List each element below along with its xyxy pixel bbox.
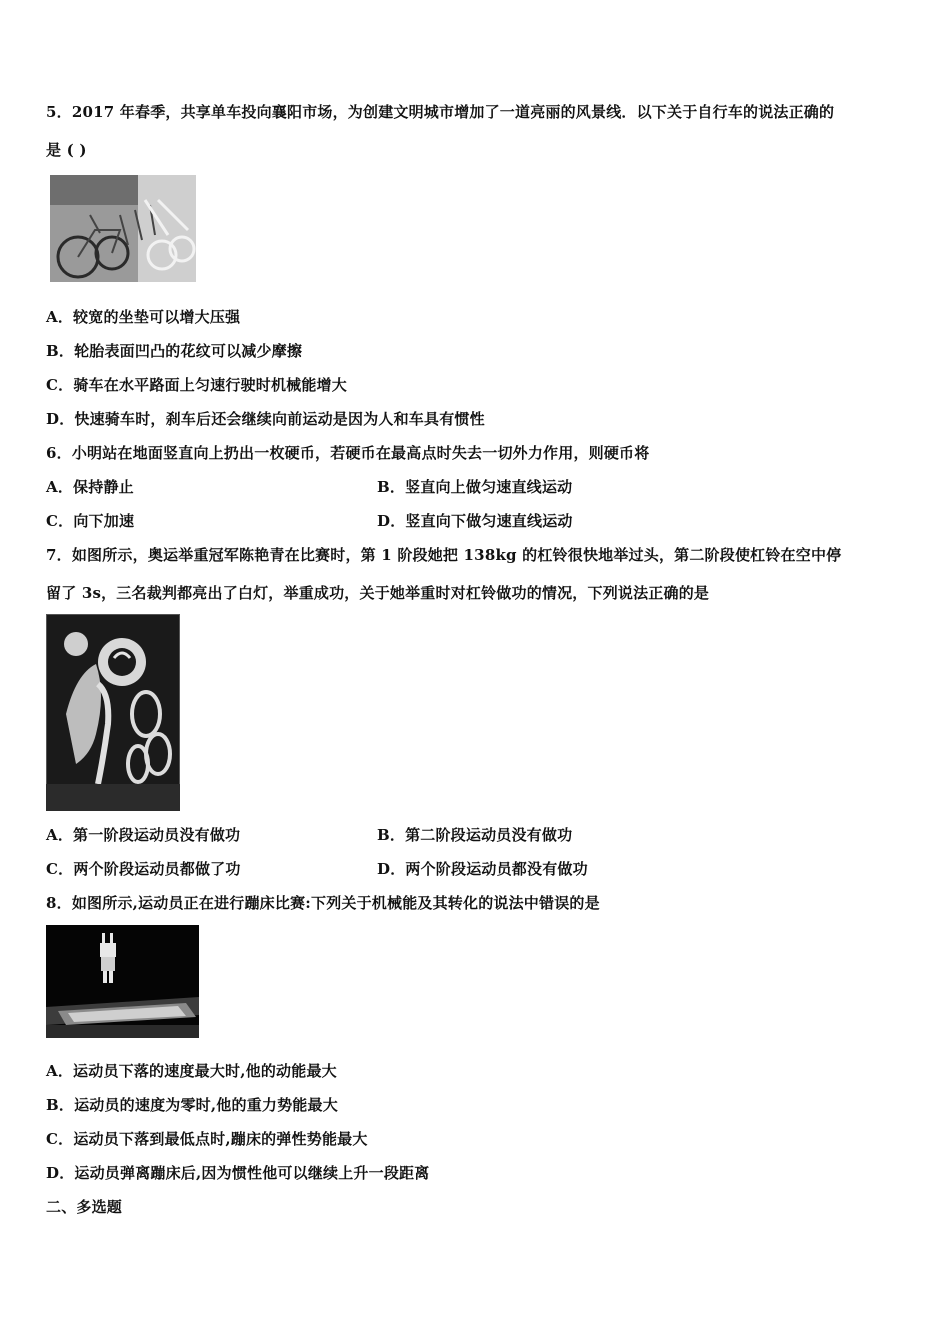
q7-option-d: D．两个阶段运动员都没有做功 (377, 860, 588, 878)
q6-option-a: A．保持静止 (46, 478, 134, 496)
q6-option-b: B．竖直向上做匀速直线运动 (377, 478, 573, 496)
q5-option-c: C．骑车在水平路面上匀速行驶时机械能增大 (46, 376, 347, 394)
q8-option-a: A．运动员下落的速度最大时,他的动能最大 (46, 1062, 337, 1080)
q5-option-d: D．快速骑车时，刹车后还会继续向前运动是因为人和车具有惯性 (46, 410, 485, 428)
q8-option-b: B．运动员的速度为零时,他的重力势能最大 (46, 1096, 338, 1114)
q6-option-d: D．竖直向下做匀速直线运动 (377, 512, 573, 530)
q8-option-c: C．运动员下落到最低点时,蹦床的弹性势能最大 (46, 1130, 368, 1148)
q8-stem: 8．如图所示,运动员正在进行蹦床比赛:下列关于机械能及其转化的说法中错误的是 (46, 894, 600, 912)
q5-stem-line2: 是 ( ) (46, 141, 87, 159)
q7-option-c: C．两个阶段运动员都做了功 (46, 860, 241, 878)
q5-option-b: B．轮胎表面凹凸的花纹可以减少摩擦 (46, 342, 303, 360)
q7-option-b: B．第二阶段运动员没有做功 (377, 826, 573, 844)
q8-option-d: D．运动员弹离蹦床后,因为惯性他可以继续上升一段距离 (46, 1164, 430, 1182)
q6-option-c: C．向下加速 (46, 512, 135, 530)
bicycles-photo (50, 175, 196, 282)
q5-option-a: A．较宽的坐垫可以增大压强 (46, 308, 241, 326)
trampoline-photo (46, 925, 199, 1038)
q7-stem-line2: 留了 3s，三名裁判都亮出了白灯，举重成功，关于她举重时对杠铃做功的情况，下列说法正确的是 (46, 584, 710, 602)
q7-stem-line1: 7．如图所示，奥运举重冠军陈艳青在比赛时，第 1 阶段她把 138kg 的杠铃很快地举过头，第二阶段使杠铃在空中停 (46, 546, 842, 564)
q6-stem: 6．小明站在地面竖直向上扔出一枚硬币，若硬币在最高点时失去一切外力作用，则硬币将 (46, 444, 650, 462)
weightlifter-photo (46, 614, 180, 811)
section-title-multiple-choice: 二、多选题 (46, 1198, 123, 1216)
q5-stem-line1: 5．2017 年春季，共享单车投向襄阳市场，为创建文明城市增加了一道亮丽的风景线．以下关于自行车的说法正确的 (46, 103, 835, 121)
q7-option-a: A．第一阶段运动员没有做功 (46, 826, 241, 844)
